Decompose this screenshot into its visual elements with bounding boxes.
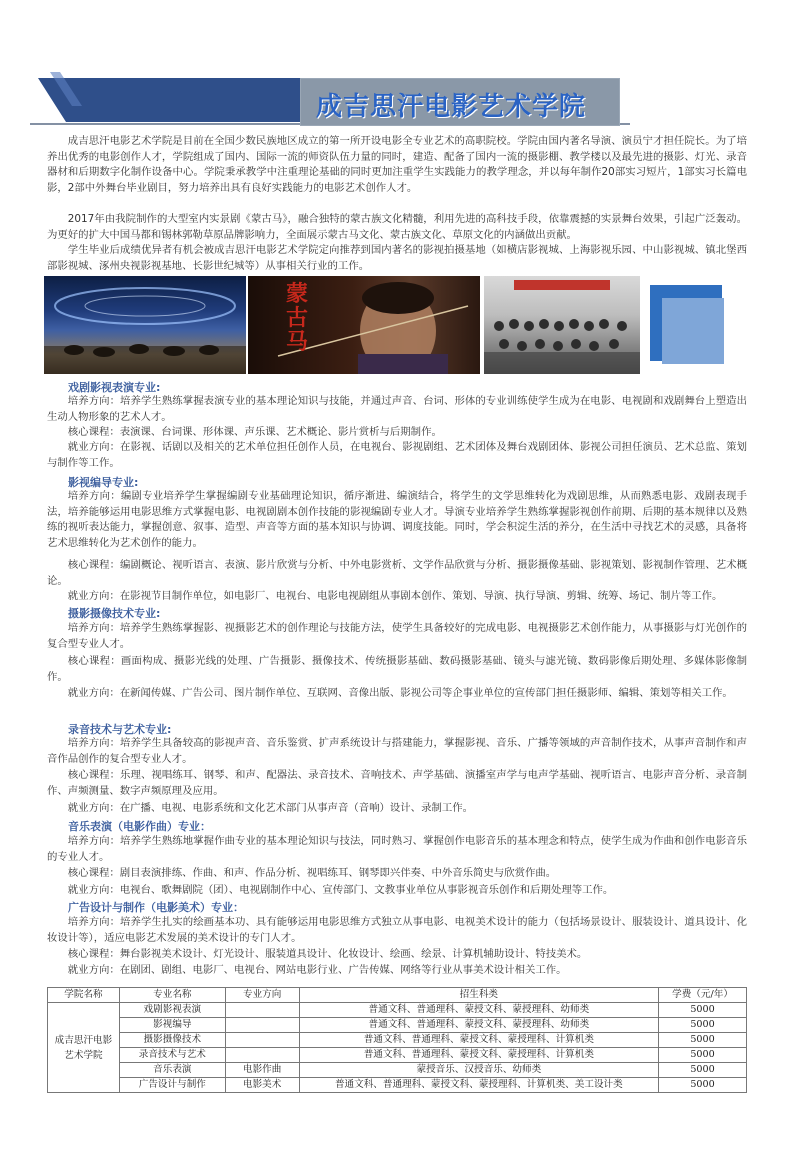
direction-cell [225, 1018, 299, 1033]
major-music-courses: 核心课程：剧目表演排练、作曲、和声、作品分析、视唱练耳、钢琴即兴伴奏、中外音乐简史与欣赏作曲。 [67, 867, 557, 879]
major-cell: 音乐表演 [119, 1063, 225, 1078]
major-acting-courses: 核心课程：表演课、台词课、形体课、声乐课、艺术概论、影片赏析与后期制作。 [67, 426, 442, 438]
categories-cell: 普通文科、普通理科、蒙授文科、蒙授理科、计算机类 [299, 1048, 658, 1063]
header-categories: 招生科类 [299, 988, 658, 1003]
group-photo [484, 276, 640, 374]
tuition-cell: 5000 [659, 1063, 747, 1078]
intro-paragraph-3: 学生毕业后成绩优异者有机会被成吉思汗电影艺术学院定向推荐到国内著名的影视拍摄基地（如横店影视城、上海影视乐园、中山影视城、镇北堡西部影视城、涿州央视影视基地、长影世纪城等）从事相关行业的工作。 [47, 244, 747, 272]
major-music-direction: 培养方向：培养学生熟练地掌握作曲专业的基本理论知识与技法，同时熟习、掌握创作电影音乐的基本理念和特点，使学生成为作曲和创作电影音乐的专业人才。 [47, 835, 747, 863]
intro-paragraph-2: 2017年由我院制作的大型室内实景剧《蒙古马》，融合独特的蒙古族文化精髓，利用先进的高科技手段，依靠震撼的实景舞台效果，引起广泛轰动。为更好的扩大中国马都和锡林郭勒草原品牌影响力，全面展示蒙古马文化、蒙古族文化、草原文化的内涵做出贡献。 [47, 213, 747, 241]
college-name-cell: 成吉思汗电影艺术学院 [48, 1003, 120, 1093]
page-title: 成吉思汗电影艺术学院 [316, 92, 587, 122]
major-title-music: 音乐表演（电影作曲）专业： [68, 820, 211, 833]
major-art-courses: 核心课程：舞台影视美术设计、灯光设计、服装道具设计、化妆设计、绘画、绘景、计算机辅助设计、特技美术。 [67, 948, 588, 960]
major-directing-courses: 核心课程：编剧概论、视听语言、表演、影片欣赏与分析、中外电影赏析、文学作品欣赏与分析、摄影摄像基础、影视策划、影视制作管理、艺术概论。 [47, 559, 747, 587]
major-title-photography: 摄影摄像技术专业: [68, 607, 161, 620]
poster-title: 蒙古马 [286, 281, 309, 355]
major-directing-direction: 培养方向：编剧专业培养学生掌握编剧专业基础理论知识，循序渐进、编演结合，将学生的文学思维转化为戏剧思维，从而熟悉电影、戏剧表现手法，培养能够运用电影思维方式掌握电影、电视剧剧本创作技能的影视编剧专业人才。导演专业培养学生熟练掌握影视创作前期、后期的基本规律以及熟练的视听表达能力，掌握创意、叙事、造型、声音等方面的基本知识与协调、调度技能。同时，学会积淀生活的养分，在生活中寻找艺术的灵感，具备将艺术思维转化为艺术创作的能力。 [47, 490, 747, 549]
major-cell: 戏剧影视表演 [119, 1003, 225, 1018]
table-row [48, 1048, 747, 1063]
major-photography-employment: 就业方向：在新闻传媒、广告公司、图片制作单位、互联网、音像出版、影视公司等企事业单位的宣传部门担任摄影师、编辑、策划等相关工作。 [67, 687, 733, 699]
categories-cell: 普通文科、普通理科、蒙授文科、蒙授理科、计算机类 [299, 1033, 658, 1048]
table-row [48, 1078, 747, 1093]
categories-cell: 普通文科、普通理科、蒙授文科、蒙授理科、计算机类、美工设计类 [299, 1078, 658, 1093]
table-row [48, 1003, 747, 1018]
header-direction: 专业方向 [225, 988, 299, 1003]
decorative-block-dark [662, 298, 724, 364]
table-row [48, 1033, 747, 1048]
direction-cell [225, 1048, 299, 1063]
tuition-cell: 5000 [659, 1048, 747, 1063]
major-title-recording: 录音技术与艺术专业: [68, 723, 172, 736]
header-college: 学院名称 [48, 988, 120, 1003]
major-recording-employment: 就业方向：在广播、电视、电影系统和文化艺术部门从事声音（音响）设计、录制工作。 [67, 802, 474, 814]
tuition-cell: 5000 [659, 1003, 747, 1018]
major-recording-direction: 培养方向：培养学生具备较高的影视声音、音乐鉴赏、扩声系统设计与搭建能力，掌握影视、音乐、广播等领域的声音制作技术，从事声音制作和声音作品创作的复合型专业人才。 [47, 737, 747, 765]
major-acting-employment: 就业方向：在影视、话剧以及相关的艺术单位担任创作人员，在电视台、影视剧组、艺术团体及舞台戏剧团体、影视公司担任演员、艺术总监、策划与制作等工作。 [47, 441, 747, 469]
major-title-acting: 戏剧影视表演专业: [68, 381, 161, 394]
major-cell: 摄影摄像技术 [119, 1033, 225, 1048]
major-cell: 录音技术与艺术 [119, 1048, 225, 1063]
major-photography-direction: 培养方向：培养学生熟练掌握影、视摄影艺术的创作理论与技能方法，使学生具备较好的完成电影、电视摄影艺术创作能力，从事摄影与灯光创作的复合型专业人才。 [47, 622, 747, 650]
major-cell: 影视编导 [119, 1018, 225, 1033]
major-title-directing: 影视编导专业: [68, 476, 139, 489]
major-recording-courses: 核心课程：乐理、视唱练耳、钢琴、和声、配器法、录音技术、音响技术、声学基础、演播室声学与电声学基础、视听语言、电影声音分析、录音制作、声频测量、数字声频原理及应用。 [47, 769, 747, 797]
movie-poster-image [248, 276, 480, 374]
intro-paragraph-1: 成吉思汗电影艺术学院是目前在全国少数民族地区成立的第一所开设电影全专业艺术的高职院校。学院由国内著名导演、演员宁才担任院长。为了培养出优秀的电影创作人才，学院组成了国内、国际一流的师资队伍力量的同时，建造、配备了国内一流的摄影棚、教学楼以及最先进的摄影、灯光、录音器材和后期数字化制作设备中心。学院秉承教学中注重理论基础的同时更加注重学生实践能力的教学理念，并以每年制作20部实习短片，1部实习长篇电影，2部中外舞台毕业剧目，努力培养出具有良好实践能力的电影艺术创作人才。 [47, 135, 747, 194]
major-acting-direction: 培养方向：培养学生熟练掌握表演专业的基本理论知识与技能，并通过声音、台词、形体的专业训练使学生成为在电影、电视剧和戏剧舞台上塑造出生动人物形象的艺术人才。 [47, 395, 747, 423]
direction-cell: 电影作曲 [225, 1063, 299, 1078]
categories-cell: 蒙授音乐、汉授音乐、幼师类 [299, 1063, 658, 1078]
major-title-art: 广告设计与制作（电影美术）专业： [68, 901, 244, 914]
table-header-row [48, 988, 747, 1003]
tuition-cell: 5000 [659, 1078, 747, 1093]
categories-cell: 普通文科、普通理科、蒙授文科、蒙授理科、幼师类 [299, 1003, 658, 1018]
major-cell: 广告设计与制作 [119, 1078, 225, 1093]
major-art-employment: 就业方向：在剧团、剧组、电影厂、电视台、网站电影行业、广告传媒、网络等行业从事美术设计相关工作。 [67, 964, 567, 976]
major-photography-courses: 核心课程：画面构成、摄影光线的处理、广告摄影、摄像技术、传统摄影基础、数码摄影基础、镜头与滤光镜、数码影像后期处理、多媒体影像制作。 [47, 655, 747, 683]
header-tuition: 学费（元/年） [659, 988, 747, 1003]
major-music-employment: 就业方向：电视台、歌舞剧院（团）、电视剧制作中心、宣传部门、文教事业单位从事影视音乐创作和后期处理等工作。 [67, 884, 614, 896]
direction-cell: 电影美术 [225, 1078, 299, 1093]
categories-cell: 普通文科、普通理科、蒙授文科、蒙授理科、幼师类 [299, 1018, 658, 1033]
table-row [48, 1018, 747, 1033]
direction-cell [225, 1033, 299, 1048]
direction-cell [225, 1003, 299, 1018]
admissions-table [47, 987, 747, 1093]
table-row [48, 1063, 747, 1078]
tuition-cell: 5000 [659, 1033, 747, 1048]
major-directing-employment: 就业方向：在影视节目制作单位，如电影厂、电视台、电影电视剧组从事剧本创作、策划、导演、执行导演、剪辑、统筹、场记、制片等工作。 [67, 590, 723, 602]
header-major: 专业名称 [119, 988, 225, 1003]
major-art-direction: 培养方向：培养学生扎实的绘画基本功、具有能够运用电影思维方式独立从事电影、电视美术设计的能力（包括场景设计、服装设计、道具设计、化妆设计等），适应电影艺术发展的美术设计的专门人才。 [47, 916, 747, 944]
stage-show-photo [44, 276, 246, 374]
tuition-cell: 5000 [659, 1018, 747, 1033]
